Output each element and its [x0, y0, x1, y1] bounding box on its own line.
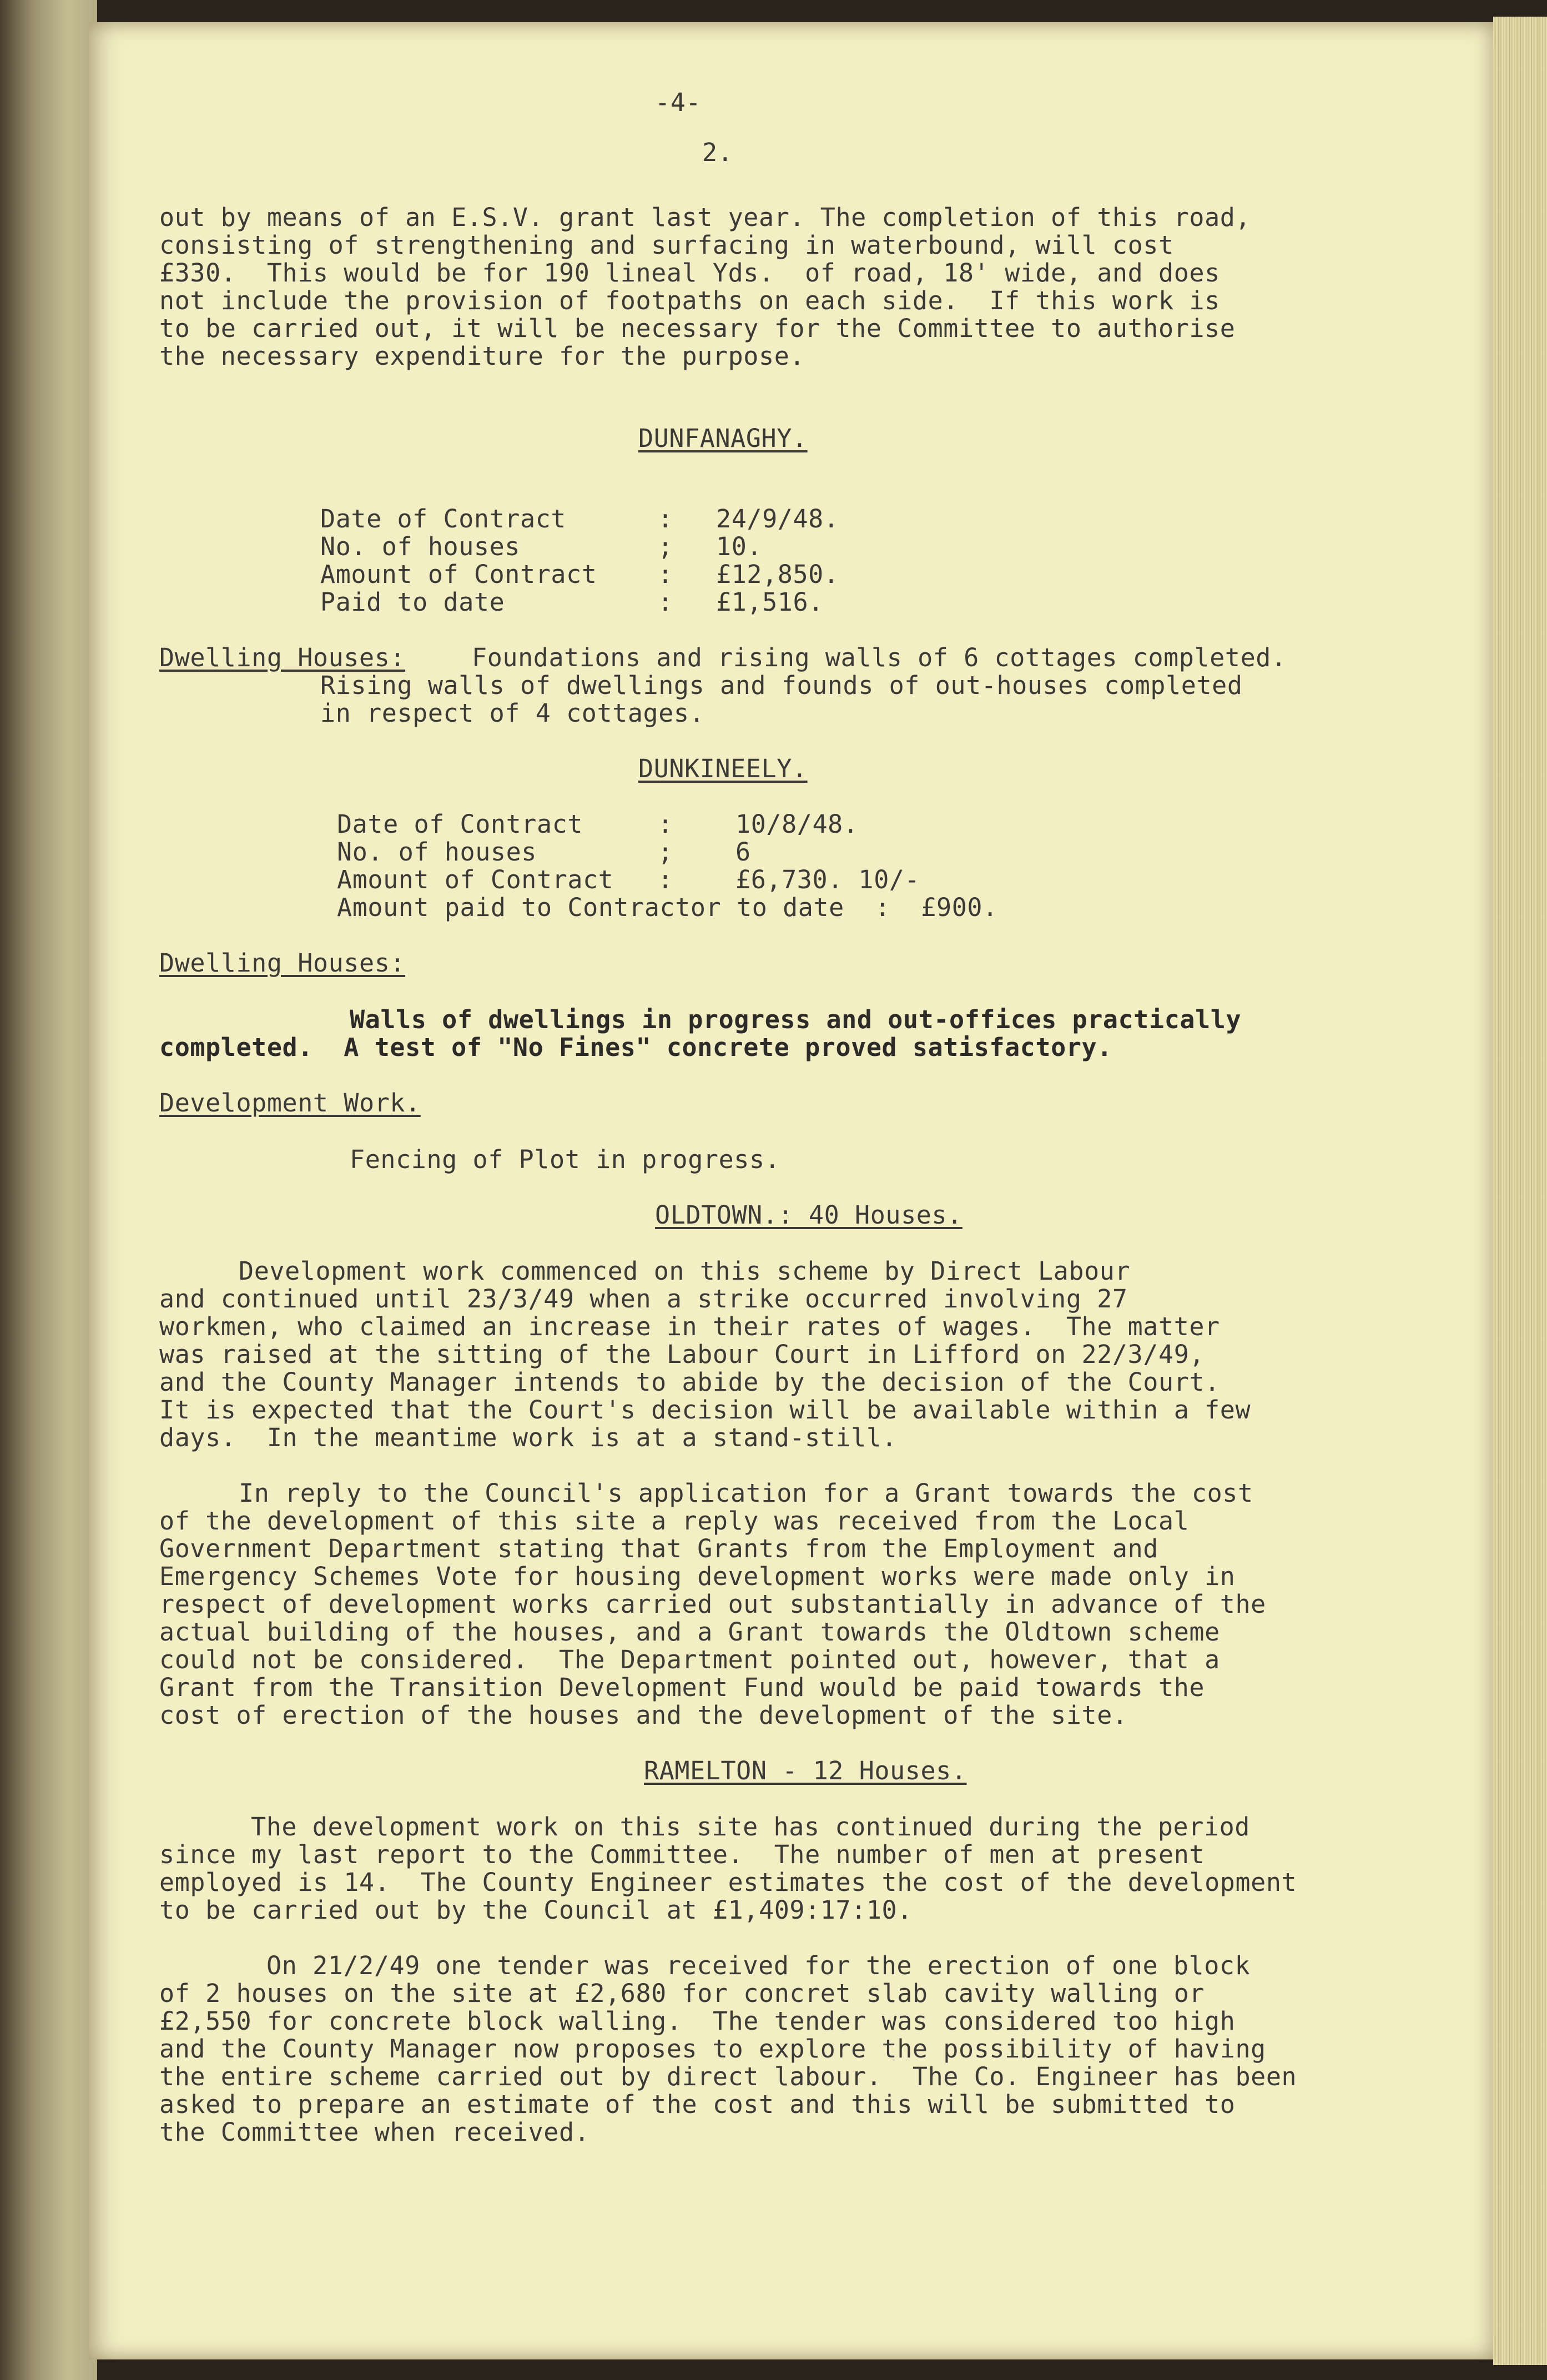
text-line: £2,550 for concrete block walling. The tender was considered too high	[159, 2006, 1236, 2036]
text-line: the Committee when received.	[159, 2117, 590, 2147]
contract-label: Amount of Contract	[320, 560, 597, 589]
contract-separator: ;	[658, 532, 673, 561]
text-line: could not be considered. The Department pointed out, however, that a	[159, 1645, 1220, 1674]
text-line: the entire scheme carried out by direct labour. The Co. Engineer has been	[159, 2062, 1297, 2091]
dunkineely-dwelling-label: Dwelling Houses:	[159, 948, 406, 978]
section-heading-dunfanaghy: DUNFANAGHY.	[638, 424, 808, 453]
contract-value: £12,850.	[716, 560, 839, 589]
text-line: In reply to the Council's application for a Grant towards the cost	[239, 1478, 1253, 1508]
page-edges	[1493, 17, 1547, 2365]
text-line: Grant from the Transition Development Fund would be paid towards the	[159, 1673, 1205, 1702]
contract-label: Paid to date	[320, 587, 505, 617]
contract-label: Date of Contract	[337, 809, 583, 839]
text-line: the necessary expenditure for the purpose.	[159, 341, 805, 371]
contract-separator: ;	[658, 837, 673, 867]
contract-label: No. of houses	[320, 532, 520, 561]
contract-label: Date of Contract	[320, 504, 567, 534]
contract-label: No. of houses	[337, 837, 537, 867]
dunfanaghy-dwelling-label: Dwelling Houses:	[159, 643, 406, 672]
text-line: On 21/2/49 one tender was received for the erection of one block	[266, 1951, 1251, 1980]
contract-separator: :	[658, 587, 673, 617]
text-line: consisting of strengthening and surfacing in waterbound, will cost	[159, 230, 1174, 260]
text-line: workmen, who claimed an increase in their rates of wages. The matter	[159, 1312, 1220, 1341]
text-line: Rising walls of dwellings and founds of out-houses completed	[320, 671, 1243, 700]
contract-label: Amount of Contract	[337, 865, 614, 894]
contract-value: £6,730. 10/-	[735, 865, 920, 894]
amount-paid-line: Amount paid to Contractor to date : £900.	[337, 893, 998, 922]
contract-separator: :	[658, 809, 673, 839]
text-line: to be carried out by the Council at £1,409:17:10.	[159, 1895, 913, 1925]
text-line: employed is 14. The County Engineer estimates the cost of the development	[159, 1868, 1297, 1897]
text-line: and the County Manager now proposes to explore the possibility of having	[159, 2034, 1266, 2064]
text-line: Walls of dwellings in progress and out-offices practically	[350, 1005, 1242, 1034]
development-work-text: Fencing of Plot in progress.	[350, 1145, 780, 1174]
sheet-number: -4-	[655, 88, 702, 117]
text-line: actual building of the houses, and a Grant towards the Oldtown scheme	[159, 1617, 1220, 1647]
text-line: Foundations and rising walls of 6 cottages completed.	[472, 643, 1287, 672]
contract-value: £1,516.	[716, 587, 824, 617]
contract-value: 24/9/48.	[716, 504, 839, 534]
text-line: respect of development works carried out substantially in advance of the	[159, 1589, 1266, 1619]
contract-separator: :	[658, 504, 673, 534]
text-line: It is expected that the Court's decision will be available within a few	[159, 1395, 1251, 1425]
text-line: Emergency Schemes Vote for housing development works were made only in	[159, 1562, 1236, 1591]
book-spine	[0, 0, 97, 2380]
text-line: since my last report to the Committee. The number of men at present	[159, 1840, 1205, 1869]
text-line: completed. A test of "No Fines" concrete proved satisfactory.	[159, 1033, 1112, 1062]
text-line: Development work commenced on this scheme by Direct Labour	[239, 1256, 1131, 1286]
contract-value: 10/8/48.	[735, 809, 859, 839]
text-line: to be carried out, it will be necessary for the Committee to authorise	[159, 314, 1236, 343]
text-line: Government Department stating that Grants from the Employment and	[159, 1534, 1158, 1563]
contract-value: 6	[735, 837, 751, 867]
text-line: not include the provision of footpaths on each side. If this work is	[159, 286, 1220, 315]
text-line: of the development of this site a reply was received from the Local	[159, 1506, 1190, 1536]
text-line: cost of erection of the houses and the development of the site.	[159, 1700, 1128, 1730]
development-work-label: Development Work.	[159, 1088, 421, 1118]
section-heading-oldtown: OLDTOWN.: 40 Houses.	[655, 1200, 963, 1230]
text-line: of 2 houses on the site at £2,680 for concret slab cavity walling or	[159, 1979, 1205, 2008]
text-line: and the County Manager intends to abide by the decision of the Court.	[159, 1367, 1220, 1397]
section-heading-ramelton: RAMELTON - 12 Houses.	[644, 1756, 967, 1785]
text-line: The development work on this site has continued during the period	[251, 1812, 1250, 1841]
text-line: and continued until 23/3/49 when a strike occurred involving 27	[159, 1284, 1128, 1314]
text-line: in respect of 4 cottages.	[320, 698, 705, 728]
section-heading-dunkineely: DUNKINEELY.	[638, 754, 808, 783]
contract-separator: :	[658, 560, 673, 589]
text-line: days. In the meantime work is at a stand-still.	[159, 1423, 898, 1452]
contract-value: 10.	[716, 532, 763, 561]
text-line: out by means of an E.S.V. grant last year. The completion of this road,	[159, 203, 1251, 232]
page-number: 2.	[702, 138, 733, 167]
text-line: £330. This would be for 190 lineal Yds. of road, 18' wide, and does	[159, 258, 1220, 288]
text-line: asked to prepare an estimate of the cost and this will be submitted to	[159, 2090, 1236, 2119]
text-line: was raised at the sitting of the Labour Court in Lifford on 22/3/49,	[159, 1340, 1205, 1369]
contract-separator: :	[658, 865, 673, 894]
